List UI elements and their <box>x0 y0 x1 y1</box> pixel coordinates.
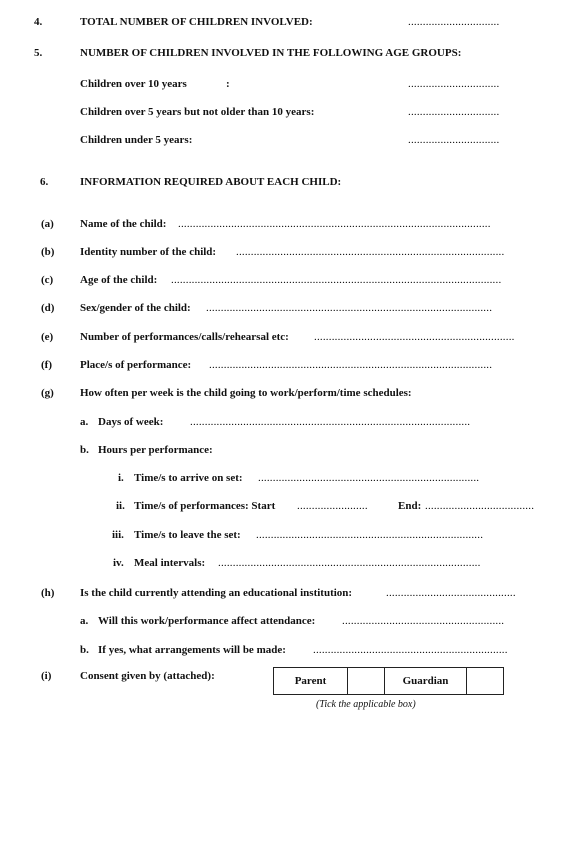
consent-note: (Tick the applicable box) <box>316 699 416 710</box>
leave-set-number: iii. <box>112 529 124 541</box>
affect-attendance-number: a. <box>80 615 89 627</box>
item-e-number: (e) <box>41 331 54 343</box>
item-b-number: (b) <box>41 246 55 258</box>
arrive-on-set-number: i. <box>118 472 124 484</box>
schedule-label: How often per week is the child going to work/perform/time schedules: <box>80 387 412 399</box>
performance-start-label: Time/s of performances: Start <box>134 500 276 512</box>
guardian-label: Guardian <box>385 668 467 695</box>
leave-set-field[interactable]: ............................................................................. <box>256 529 484 541</box>
affect-attendance-label: Will this work/performance affect attendance: <box>98 615 316 627</box>
identity-number-label: Identity number of the child: <box>80 246 217 258</box>
leave-set-label: Time/s to leave the set: <box>134 529 241 541</box>
section-5-label: NUMBER OF CHILDREN INVOLVED IN THE FOLLOWING AGE GROUPS: <box>80 47 462 59</box>
parent-checkbox[interactable] <box>348 668 385 695</box>
performances-count-field[interactable]: .................................................................... <box>314 331 515 343</box>
section-6-label: INFORMATION REQUIRED ABOUT EACH CHILD: <box>80 176 342 188</box>
age-group-under-5-field[interactable]: ............................... <box>408 134 500 146</box>
place-of-performance-label: Place/s of performance: <box>80 359 192 371</box>
arrangements-field[interactable]: .................................................................. <box>313 644 508 656</box>
parent-label: Parent <box>274 668 348 695</box>
age-group-over-10-colon: : <box>226 78 230 90</box>
child-age-field[interactable]: ................................................................................................................ <box>171 274 502 286</box>
age-group-under-5-label: Children under 5 years: <box>80 134 193 146</box>
performance-end-label: End: <box>398 500 422 512</box>
hours-per-performance-number: b. <box>80 444 89 456</box>
section-5-number: 5. <box>34 47 43 59</box>
hours-per-performance-label: Hours per performance: <box>98 444 213 456</box>
item-a-number: (a) <box>41 218 54 230</box>
education-attendance-field[interactable]: ............................................ <box>386 587 516 599</box>
age-group-over-10-label: Children over 10 years <box>80 78 187 90</box>
section-4-number: 4. <box>34 16 43 28</box>
item-d-number: (d) <box>41 302 55 314</box>
arrive-on-set-field[interactable]: ........................................................................... <box>258 472 480 484</box>
total-children-field[interactable]: ............................... <box>408 16 500 28</box>
child-age-label: Age of the child: <box>80 274 158 286</box>
performance-times-number: ii. <box>116 500 125 512</box>
meal-intervals-number: iv. <box>113 557 124 569</box>
days-of-week-field[interactable]: ............................................................................................... <box>190 416 471 428</box>
sex-gender-label: Sex/gender of the child: <box>80 302 191 314</box>
affect-attendance-field[interactable]: ....................................................... <box>342 615 505 627</box>
education-attendance-label: Is the child currently attending an educational institution: <box>80 587 353 599</box>
consent-label: Consent given by (attached): <box>80 670 215 682</box>
child-name-label: Name of the child: <box>80 218 167 230</box>
age-group-5-to-10-label: Children over 5 years but not older than 10 years: <box>80 106 315 118</box>
days-of-week-label: Days of week: <box>98 416 164 428</box>
item-h-number: (h) <box>41 587 55 599</box>
age-group-over-10-field[interactable]: ............................... <box>408 78 500 90</box>
place-of-performance-field[interactable]: ................................................................................................ <box>209 359 493 371</box>
item-i-number: (i) <box>41 670 52 682</box>
identity-number-field[interactable]: ........................................................................................... <box>236 246 505 258</box>
item-g-number: (g) <box>41 387 54 399</box>
performance-start-field[interactable]: ........................ <box>297 500 368 512</box>
section-4-label: TOTAL NUMBER OF CHILDREN INVOLVED: <box>80 16 313 28</box>
meal-intervals-label: Meal intervals: <box>134 557 206 569</box>
item-f-number: (f) <box>41 359 52 371</box>
sex-gender-field[interactable]: ................................................................................................. <box>206 302 493 314</box>
meal-intervals-field[interactable]: ......................................................................................... <box>218 557 481 569</box>
child-name-field[interactable]: .......................................................................................................... <box>178 218 491 230</box>
age-group-5-to-10-field[interactable]: ............................... <box>408 106 500 118</box>
performance-end-field[interactable]: ..................................... <box>425 500 535 512</box>
days-of-week-number: a. <box>80 416 89 428</box>
arrangements-number: b. <box>80 644 89 656</box>
guardian-checkbox[interactable] <box>467 668 504 695</box>
section-6-number: 6. <box>40 176 49 188</box>
consent-table <box>273 667 504 695</box>
item-c-number: (c) <box>41 274 54 286</box>
arrangements-label: If yes, what arrangements will be made: <box>98 644 286 656</box>
performances-count-label: Number of performances/calls/rehearsal etc: <box>80 331 289 343</box>
arrive-on-set-label: Time/s to arrive on set: <box>134 472 243 484</box>
